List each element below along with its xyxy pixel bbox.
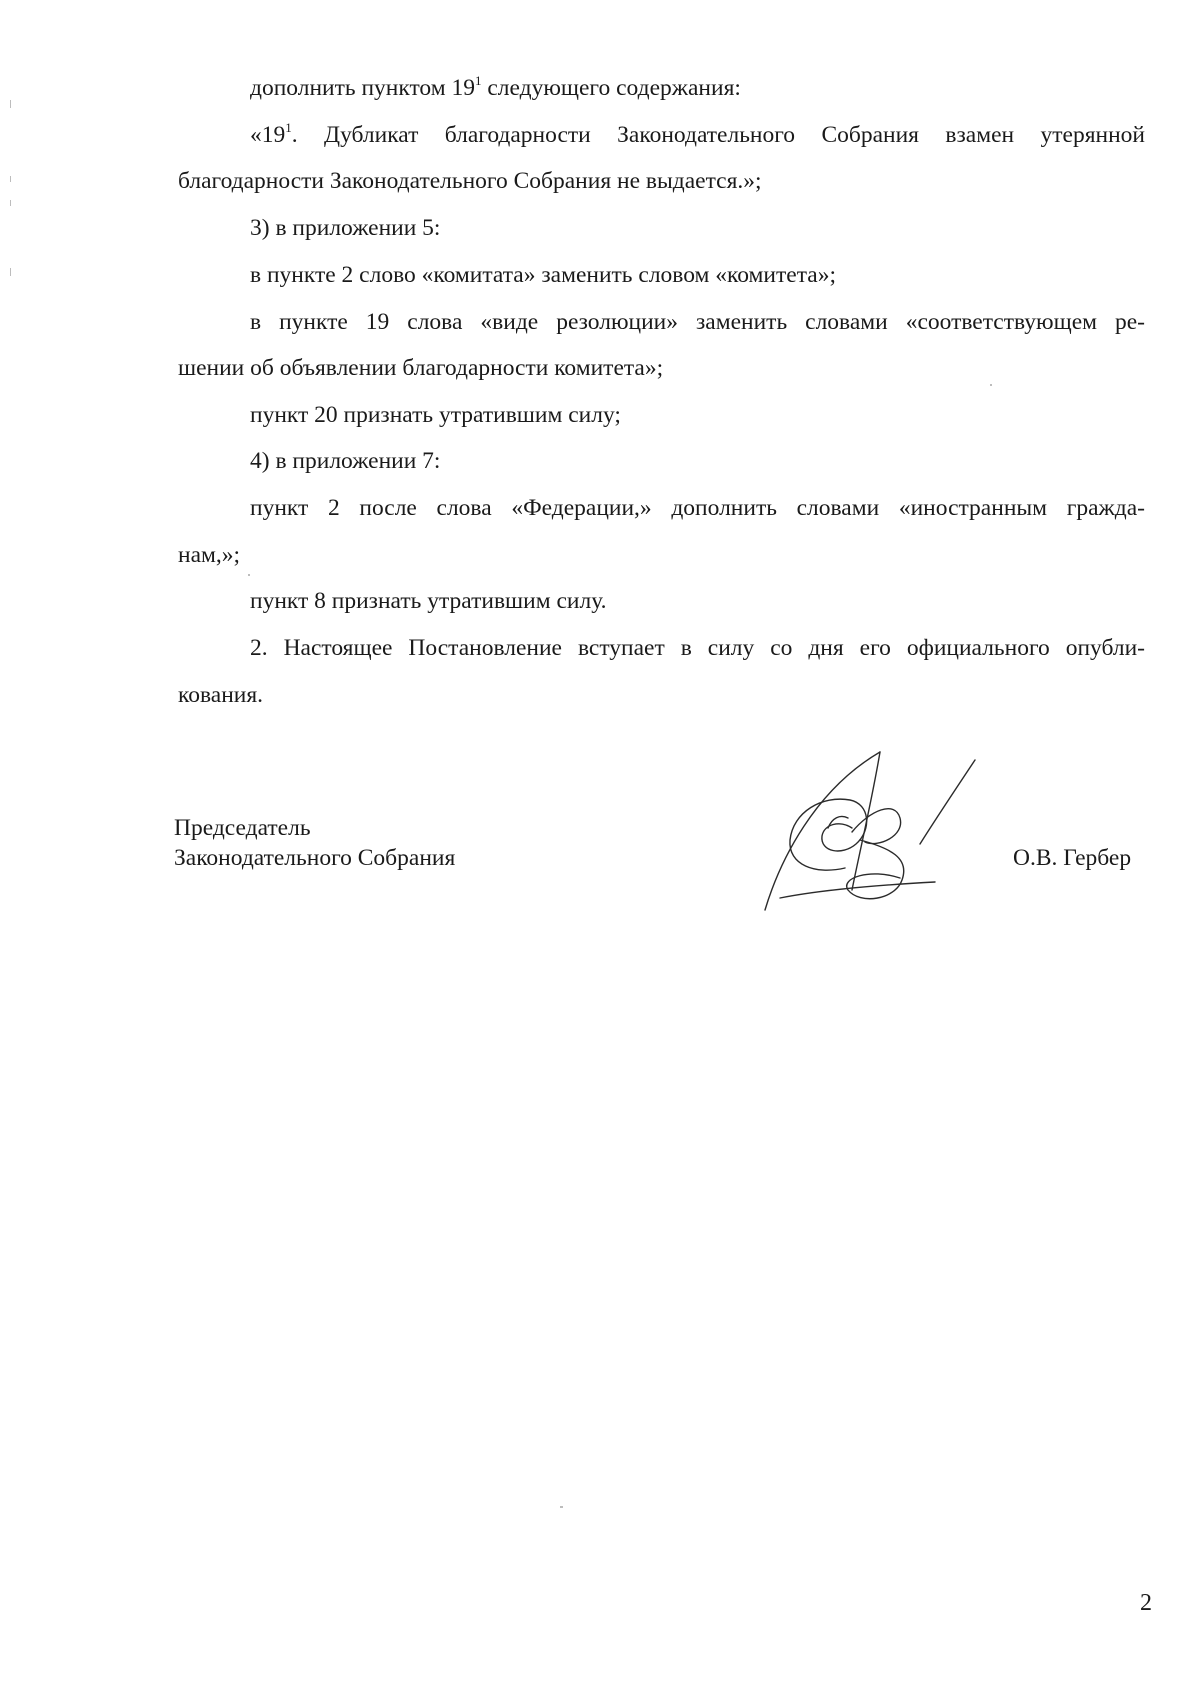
signatory-name: О.В. Гербер <box>1013 845 1132 871</box>
signatory-title <box>174 813 455 873</box>
scan-speck <box>10 200 11 206</box>
body-line-5: в пункте 2 слово «комитата» заменить словом «комитета»; <box>250 262 836 288</box>
signatory-title-line-2: Законодательного Собрания <box>174 845 456 871</box>
body-line-14: кования. <box>178 682 264 708</box>
page-number: 2 <box>1140 1590 1152 1616</box>
body-line-13: 2. Настоящее Постановление вступает в силу со дня его официального опубли- <box>250 635 1145 661</box>
scan-speck <box>248 574 250 576</box>
signatory-title-line-1: Председатель <box>174 815 311 841</box>
scan-speck <box>10 176 11 182</box>
handwritten-signature <box>760 740 990 920</box>
scan-speck <box>560 1506 563 1508</box>
scan-speck <box>990 384 992 386</box>
body-line-6: в пункте 19 слова «виде резолюции» заменить словами «соответствующем ре- <box>250 309 1145 335</box>
body-line-1: дополнить пунктом $19^1$ следующего содержания: <box>250 73 741 101</box>
body-line-8: пункт 20 признать утратившим силу; <box>250 402 621 428</box>
body-line-11: нам,»; <box>178 542 241 568</box>
body-line-3: благодарности Законодательного Собрания не выдается.»; <box>178 168 762 194</box>
body-line-2: «$19^1$. Дубликат благодарности Законодательного Собрания взамен утерянной <box>250 120 1145 148</box>
body-line-9: 4) в приложении 7: <box>250 448 441 474</box>
body-line-7: шении об объявлении благодарности комитета»; <box>178 355 664 381</box>
body-line-10: пункт 2 после слова «Федерации,» дополнить словами «иностранным гражда- <box>250 495 1145 521</box>
scan-speck <box>10 100 11 108</box>
body-line-4: 3) в приложении 5: <box>250 215 441 241</box>
scan-speck <box>10 268 11 276</box>
body-line-12: пункт 8 признать утратившим силу. <box>250 588 607 614</box>
